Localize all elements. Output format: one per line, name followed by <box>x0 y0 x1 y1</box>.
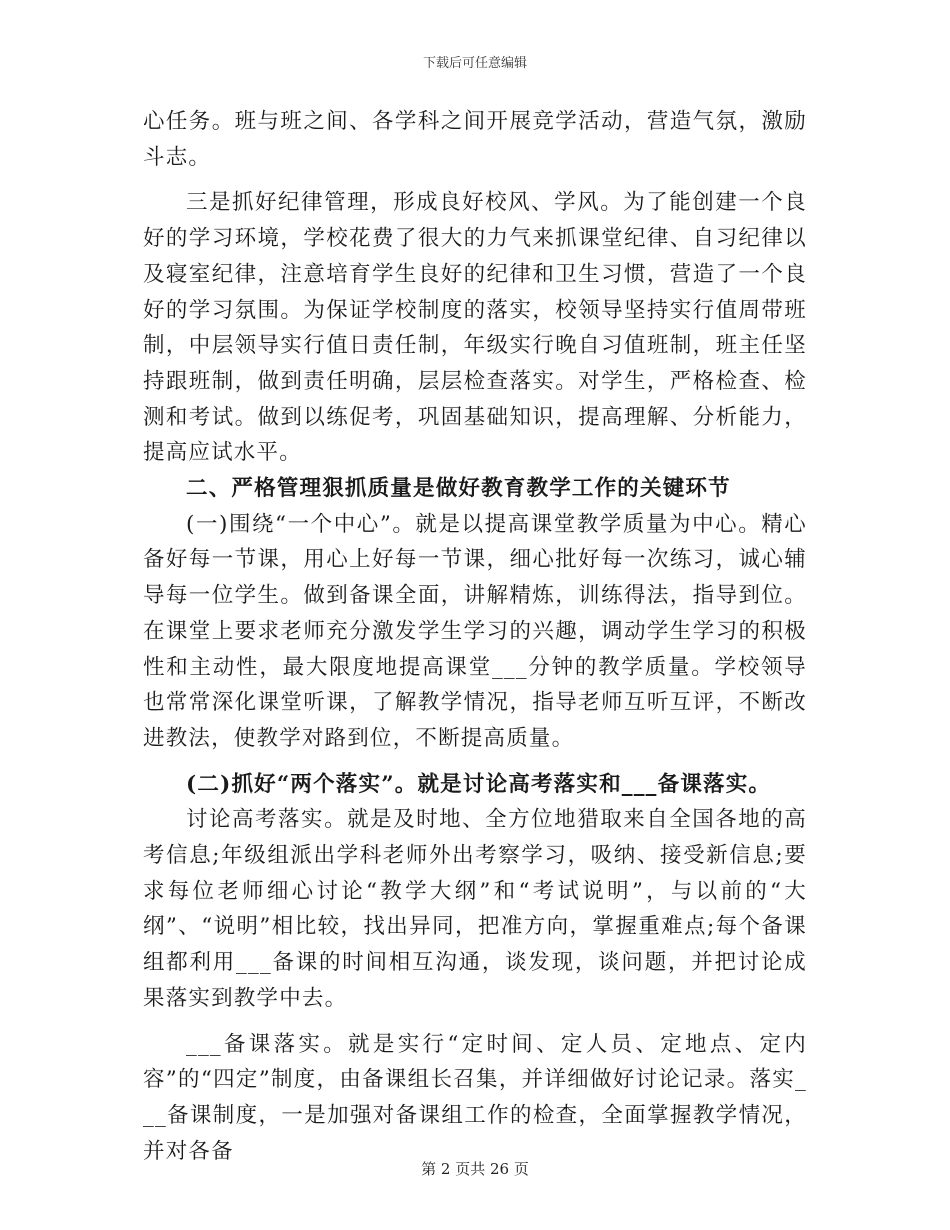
subheading-two-implementations: (二)抓好“两个落实”。就是讨论高考落实和___备课落实。 <box>186 771 772 797</box>
paragraph-gaokao-research: 讨论高考落实。就是及时地、全方位地猎取来自全国各地的高考信息;年级组派出学科老师外出考察学习，吸纳、接受新信息;要求每位老师细心讨论“教学大纲”和“考试说明”，与以前的“大纲”、“说明”相比较，找出异同，把准方向，掌握重难点;每个备课组都利用___备课的时间相互沟通，谈发现，谈问题，并把讨论成果落实到教学中去。 <box>143 807 807 1011</box>
document-body <box>143 104 807 1169</box>
paragraph-discipline: 三是抓好纪律管理，形成良好校风、学风。为了能创建一个良好的学习环境，学校花费了很大的力气来抓课堂纪律、自习纪律以及寝室纪律，注意培育学生良好的纪律和卫生习惯，营造了一个良好的学习氛围。为保证学校制度的落实，校领导坚持实行值周带班制，中层领导实行值日责任制，年级实行晚自习值班制，班主任坚持跟班制，做到责任明确，层层检查落实。对学生，严格检查、检测和考试。做到以练促考，巩固基础知识，提高理解、分析能力，提高应试水平。 <box>143 190 807 466</box>
page-footer: 第 2 页共 26 页 <box>421 1160 529 1178</box>
page-header: 下载后可任意编辑 <box>422 56 527 71</box>
paragraph-lesson-prep: ___备课落实。就是实行“定时间、定人员、定地点、定内容”的“四定”制度，由备课组长召集，并详细做好讨论记录。落实___备课制度，一是加强对备课组工作的检查，全面掌握教学情况，并对各备 <box>143 1031 807 1164</box>
paragraph-continuation: 心任务。班与班之间、各学科之间开展竞学活动，营造气氛，激励斗志。 <box>143 109 807 170</box>
paragraph-one-center: (一)围绕“一个中心”。就是以提高课堂教学质量为中心。精心备好每一节课，用心上好每一节课，细心批好每一次练习，诚心辅导每一位学生。做到备课全面，讲解精炼，训练得法，指导到位。在课堂上要求老师充分激发学生学习的兴趣，调动学生学习的积极性和主动性，最大限度地提高课堂___分钟的教学质量。学校领导也常常深化课堂听课，了解教学情况，指导老师互听互评，不断改进教法，使教学对路到位，不断提高质量。 <box>143 511 807 751</box>
section-heading: 二、严格管理狠抓质量是做好教育教学工作的关键环节 <box>186 476 731 502</box>
